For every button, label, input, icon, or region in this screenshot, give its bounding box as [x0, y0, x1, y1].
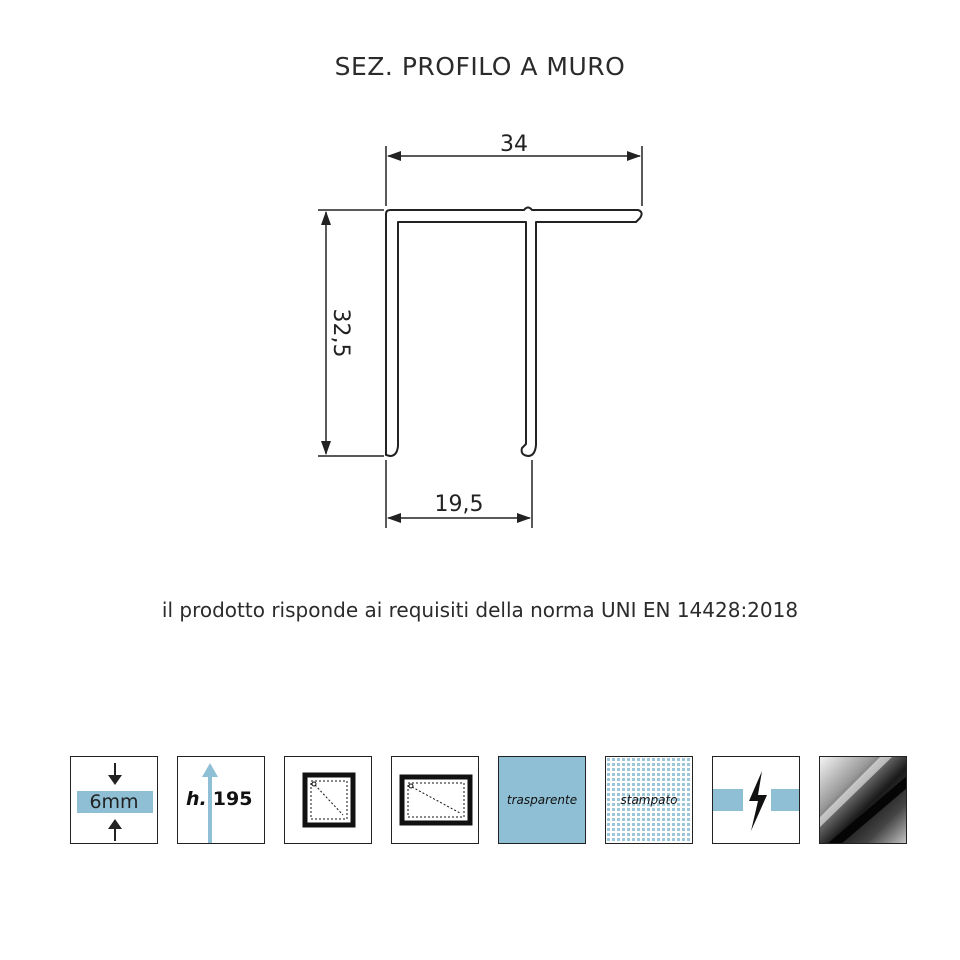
rectangular-tray-icon: [391, 756, 479, 844]
height-arrow-icon: [177, 756, 265, 844]
antilimescale-icon: [712, 756, 800, 844]
thickness-label: 6mm: [89, 791, 139, 813]
square-tray-icon: [284, 756, 372, 844]
height-prefix: h.: [186, 788, 207, 810]
norm-statement: il prodotto risponde ai requisiti della norma UNI EN 14428:2018: [161, 598, 799, 622]
glass-thickness-icon: [70, 756, 158, 844]
printed-label: stampato: [620, 793, 678, 807]
profile-outline: [386, 208, 642, 457]
printed-glass-icon: [605, 756, 693, 844]
dim-label-width-top: 34: [500, 132, 528, 157]
dim-label-height: 32,5: [328, 308, 353, 358]
transparent-label: trasparente: [506, 793, 578, 807]
height-value: 195: [212, 788, 253, 810]
feature-icons-row: [70, 756, 910, 848]
dim-label-width-bottom: 19,5: [434, 492, 484, 517]
section-title: SEZ. PROFILO A MURO: [334, 52, 626, 81]
chrome-finish-icon: [819, 756, 907, 844]
transparent-glass-icon: [498, 756, 586, 844]
